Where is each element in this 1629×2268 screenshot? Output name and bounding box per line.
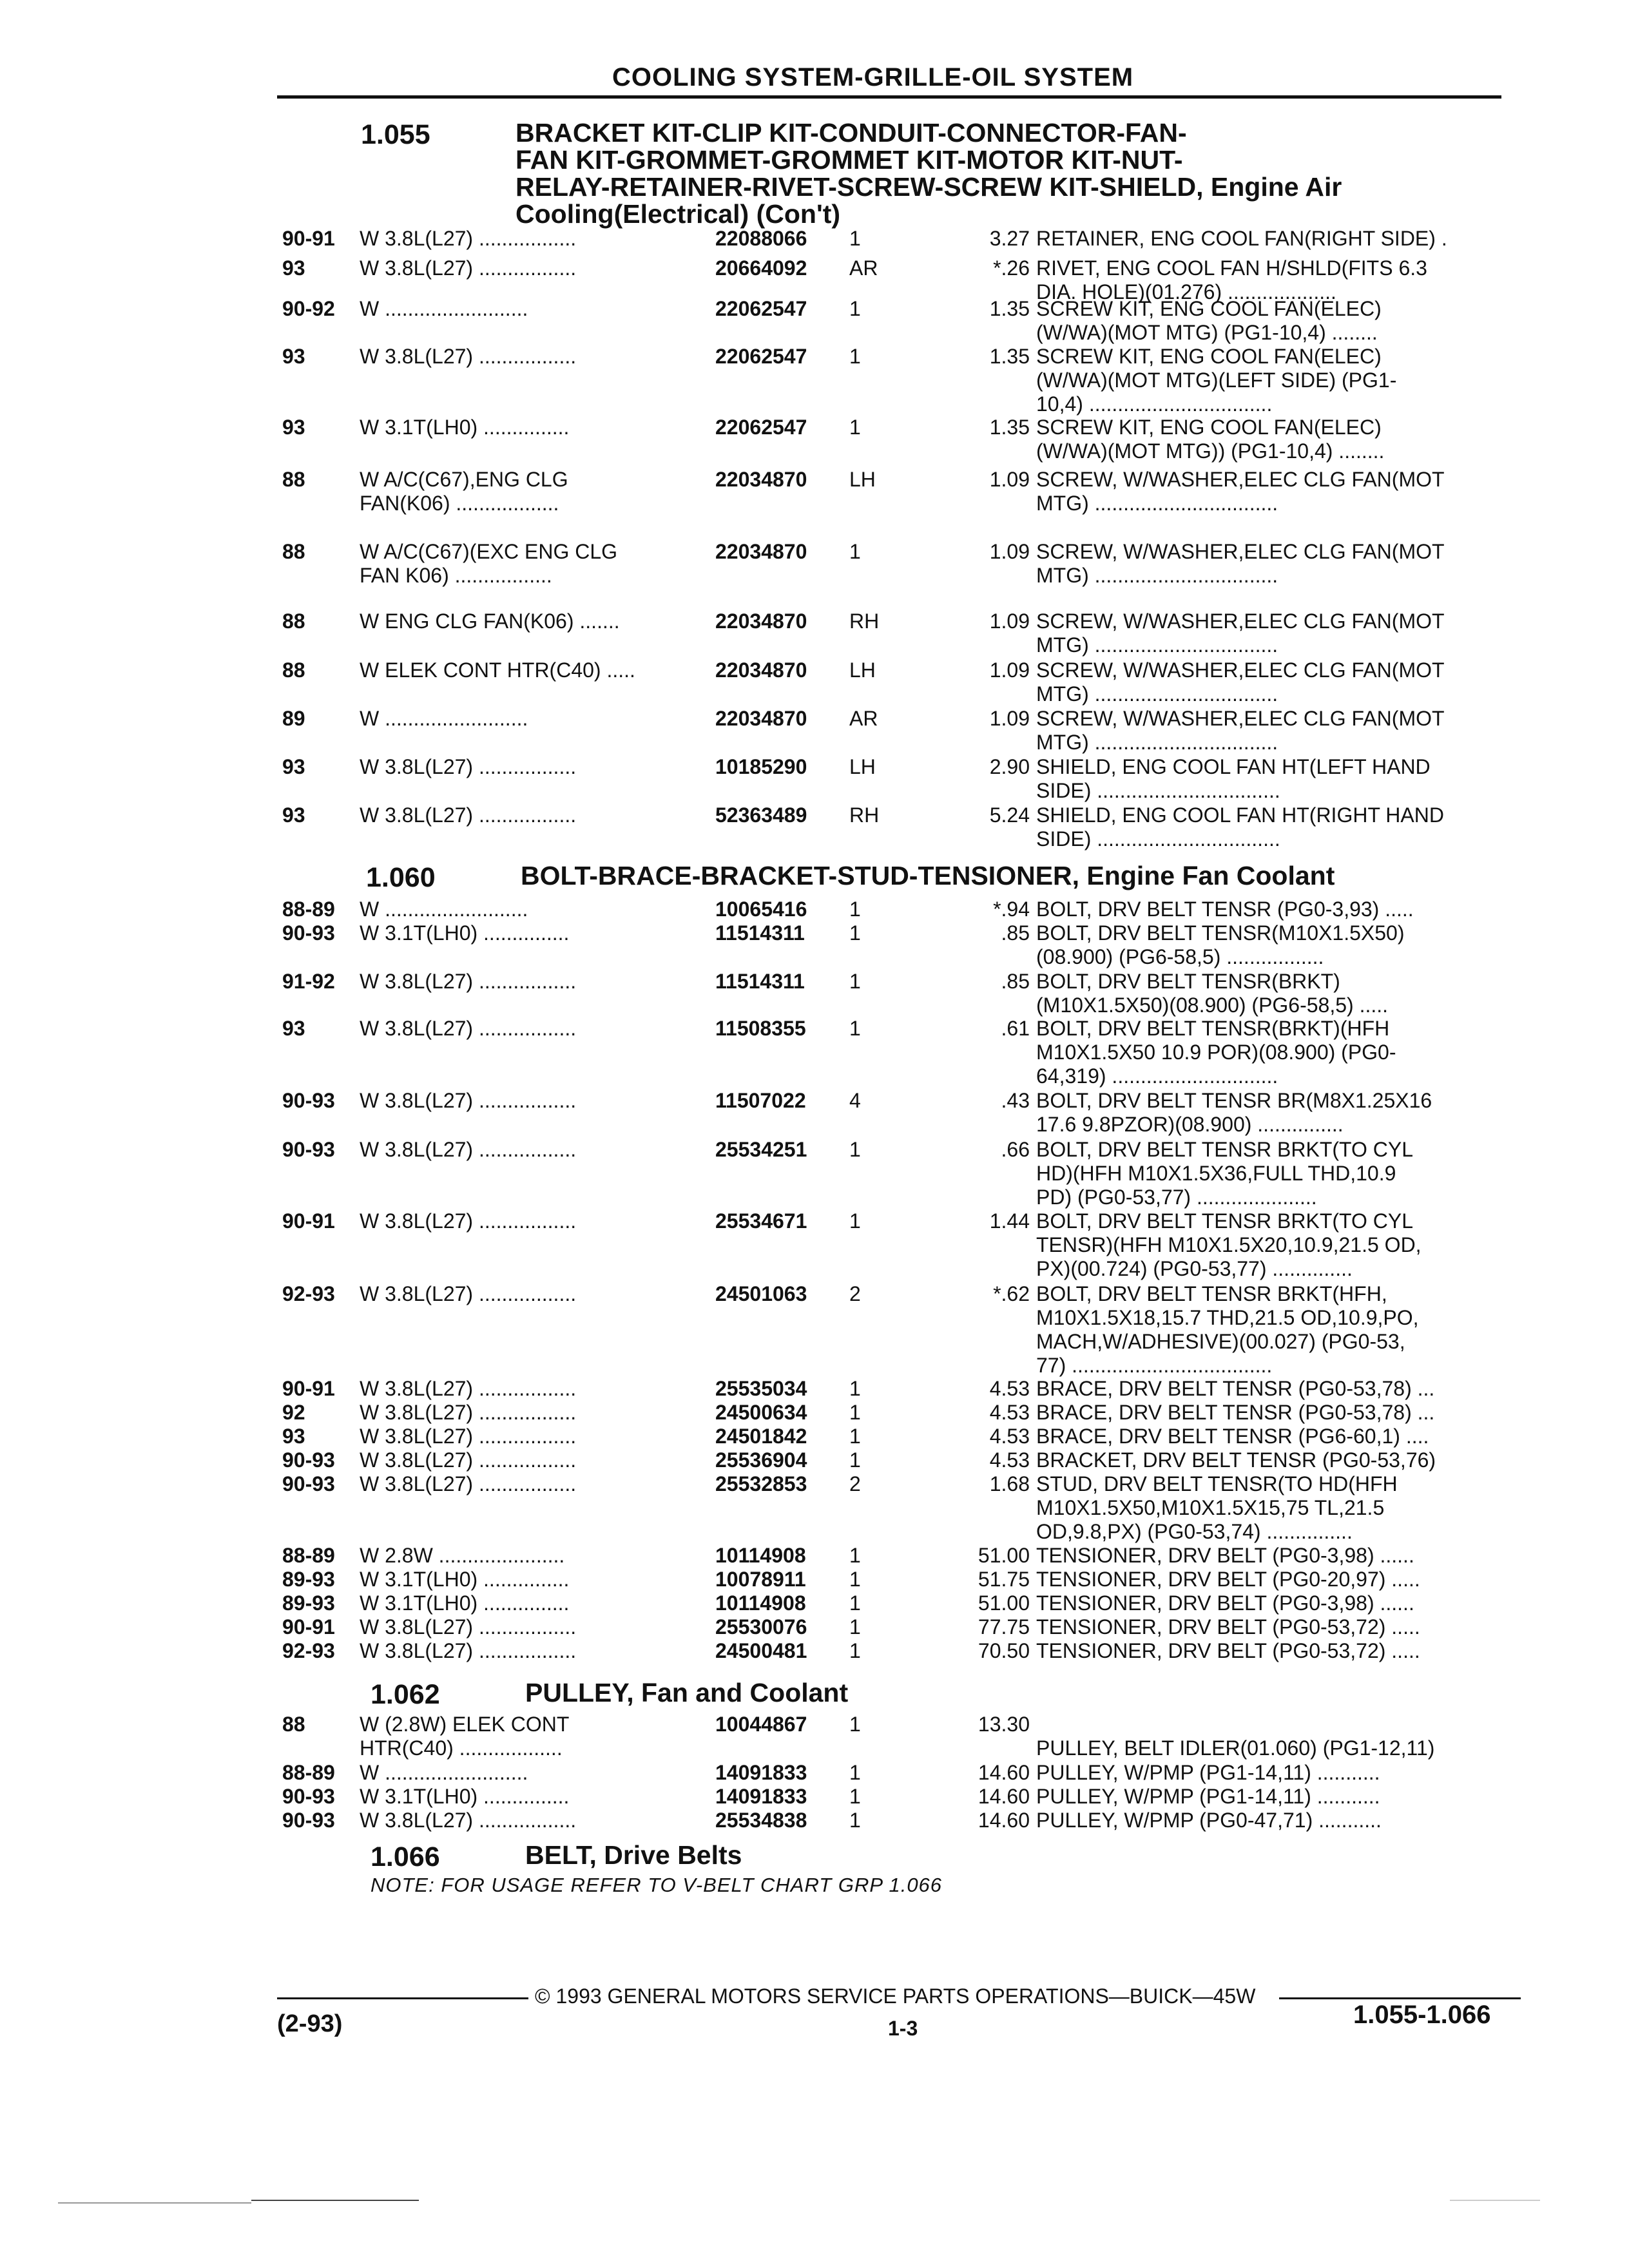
scan-speck bbox=[251, 2200, 419, 2201]
part-description: SHIELD, ENG COOL FAN HT(LEFT HAND SIDE) ................................ bbox=[1036, 755, 1431, 802]
model-years: 93 bbox=[282, 345, 305, 368]
part-description: BRACE, DRV BELT TENSR (PG0-53,78) ... bbox=[1036, 1377, 1435, 1400]
scan-speck bbox=[1450, 2200, 1540, 2201]
section-number: 1.066 bbox=[371, 1841, 440, 1872]
footer-group-range: 1.055-1.066 bbox=[1353, 2001, 1491, 2029]
part-number: 25535034 bbox=[715, 1377, 807, 1400]
running-header: COOLING SYSTEM-GRILLE-OIL SYSTEM bbox=[612, 63, 1134, 91]
quantity: AR bbox=[849, 707, 878, 730]
part-number: 25534671 bbox=[715, 1209, 807, 1233]
quantity: 1 bbox=[849, 1401, 861, 1424]
part-number: 24501063 bbox=[715, 1282, 807, 1305]
usage: W ELEK CONT HTR(C40) ..... bbox=[360, 658, 635, 682]
quantity: 1 bbox=[849, 921, 861, 945]
part-description: STUD, DRV BELT TENSR(TO HD(HFH M10X1.5X50,M10X1.5X15,75 TL,21.5 OD,9.8,PX) (PG0-53,74) ............... bbox=[1036, 1472, 1398, 1543]
quantity: 1 bbox=[849, 297, 861, 320]
page-number: 1-3 bbox=[888, 2017, 918, 2040]
section-title: BELT, Drive Belts bbox=[525, 1840, 742, 1870]
part-description: SHIELD, ENG COOL FAN HT(RIGHT HAND SIDE) ................................ bbox=[1036, 803, 1444, 850]
part-description: BRACE, DRV BELT TENSR (PG0-53,78) ... bbox=[1036, 1401, 1435, 1424]
usage: W ......................... bbox=[360, 707, 528, 730]
part-description: SCREW, W/WASHER,ELEC CLG FAN(MOT MTG) ................................ bbox=[1036, 540, 1445, 587]
model-years: 90-91 bbox=[282, 1377, 335, 1400]
model-years: 88-89 bbox=[282, 898, 335, 921]
price: *.62 bbox=[993, 1282, 1030, 1305]
part-number: 10185290 bbox=[715, 755, 807, 778]
model-years: 89 bbox=[282, 707, 305, 730]
part-description: TENSIONER, DRV BELT (PG0-53,72) ..... bbox=[1036, 1639, 1420, 1662]
price: 1.09 bbox=[989, 707, 1030, 730]
part-number: 11508355 bbox=[715, 1017, 806, 1040]
model-years: 90-93 bbox=[282, 1138, 335, 1161]
price: 1.35 bbox=[989, 416, 1030, 439]
section-number: 1.062 bbox=[371, 1679, 440, 1710]
price: 1.09 bbox=[989, 610, 1030, 633]
price: .85 bbox=[1001, 921, 1030, 945]
usage: W 3.1T(LH0) ............... bbox=[360, 1568, 570, 1591]
part-description: BRACKET, DRV BELT TENSR (PG0-53,76) bbox=[1036, 1448, 1436, 1472]
section-title: PULLEY, Fan and Coolant bbox=[525, 1678, 849, 1707]
model-years: 90-93 bbox=[282, 921, 335, 945]
part-number: 10078911 bbox=[715, 1568, 806, 1591]
quantity: 1 bbox=[849, 1615, 861, 1639]
part-description: TENSIONER, DRV BELT (PG0-53,72) ..... bbox=[1036, 1615, 1420, 1639]
quantity: 1 bbox=[849, 1448, 861, 1472]
part-number: 25534251 bbox=[715, 1138, 807, 1161]
price: 1.44 bbox=[989, 1209, 1030, 1233]
model-years: 93 bbox=[282, 803, 305, 827]
price: 1.35 bbox=[989, 297, 1030, 320]
quantity: 1 bbox=[849, 1639, 861, 1662]
quantity: 1 bbox=[849, 1209, 861, 1233]
usage: W 3.8L(L27) ................. bbox=[360, 1209, 577, 1233]
part-number: 25536904 bbox=[715, 1448, 807, 1472]
model-years: 90-91 bbox=[282, 1615, 335, 1639]
price: 5.24 bbox=[989, 803, 1030, 827]
part-number: 24500634 bbox=[715, 1401, 807, 1424]
header-rule bbox=[277, 95, 1501, 99]
part-description: BOLT, DRV BELT TENSR(BRKT)(HFH M10X1.5X50 10.9 POR)(08.900) (PG0- 64,319) ............................. bbox=[1036, 1017, 1396, 1088]
quantity: 2 bbox=[849, 1282, 861, 1305]
part-number: 14091833 bbox=[715, 1761, 807, 1784]
model-years: 91-92 bbox=[282, 970, 335, 993]
part-number: 22062547 bbox=[715, 416, 807, 439]
model-years: 89-93 bbox=[282, 1568, 335, 1591]
usage: W 3.8L(L27) ................. bbox=[360, 345, 577, 368]
part-description: RIVET, ENG COOL FAN H/SHLD(FITS 6.3 DIA. HOLE)(01.276) ................... bbox=[1036, 256, 1427, 303]
usage: W 2.8W ...................... bbox=[360, 1544, 565, 1567]
usage: W 3.8L(L27) ................. bbox=[360, 1809, 577, 1832]
part-number: 22034870 bbox=[715, 468, 807, 491]
model-years: 90-93 bbox=[282, 1809, 335, 1832]
section-title: BOLT-BRACE-BRACKET-STUD-TENSIONER, Engine Fan Coolant bbox=[521, 861, 1335, 890]
usage: W ENG CLG FAN(K06) ....... bbox=[360, 610, 620, 633]
footer-rule-right bbox=[1279, 1997, 1521, 1999]
part-description: SCREW, W/WASHER,ELEC CLG FAN(MOT MTG) ................................ bbox=[1036, 468, 1445, 515]
model-years: 93 bbox=[282, 416, 305, 439]
usage: W 3.1T(LH0) ............... bbox=[360, 1785, 570, 1808]
part-description: RETAINER, ENG COOL FAN(RIGHT SIDE) . bbox=[1036, 227, 1447, 250]
part-number: 24501842 bbox=[715, 1425, 807, 1448]
quantity: 1 bbox=[849, 1568, 861, 1591]
price: 70.50 bbox=[978, 1639, 1030, 1662]
part-number: 10114908 bbox=[715, 1544, 806, 1567]
footer-rule-left bbox=[277, 1997, 528, 1999]
part-number: 11514311 bbox=[715, 921, 805, 945]
part-number: 20664092 bbox=[715, 256, 807, 280]
quantity: 1 bbox=[849, 1591, 861, 1615]
price: 3.27 bbox=[989, 227, 1030, 250]
model-years: 89-93 bbox=[282, 1591, 335, 1615]
model-years: 90-93 bbox=[282, 1785, 335, 1808]
part-description: TENSIONER, DRV BELT (PG0-20,97) ..... bbox=[1036, 1568, 1420, 1591]
quantity: LH bbox=[849, 468, 876, 491]
price: 4.53 bbox=[989, 1377, 1030, 1400]
quantity: 1 bbox=[849, 540, 861, 563]
part-number: 10065416 bbox=[715, 898, 807, 921]
section-title: BRACKET KIT-CLIP KIT-CONDUIT-CONNECTOR-FAN- FAN KIT-GROMMET-GROMMET KIT-MOTOR KIT-NUT- RELAY-RETAINER-RIVET-SCREW-SCREW KIT-SHIELD, Engine Air Cooling(Electrical) (Con't) bbox=[516, 118, 1342, 229]
model-years: 92 bbox=[282, 1401, 305, 1424]
price: .66 bbox=[1001, 1138, 1030, 1161]
quantity: 1 bbox=[849, 1425, 861, 1448]
price: .43 bbox=[1001, 1089, 1030, 1112]
usage: W 3.8L(L27) ................. bbox=[360, 1401, 577, 1424]
quantity: 1 bbox=[849, 1785, 861, 1808]
price: 2.90 bbox=[989, 755, 1030, 778]
model-years: 92-93 bbox=[282, 1639, 335, 1662]
model-years: 88 bbox=[282, 658, 305, 682]
usage: W 3.8L(L27) ................. bbox=[360, 1138, 577, 1161]
part-number: 10114908 bbox=[715, 1591, 806, 1615]
model-years: 92-93 bbox=[282, 1282, 335, 1305]
part-number: 52363489 bbox=[715, 803, 807, 827]
model-years: 93 bbox=[282, 1017, 305, 1040]
usage: W A/C(C67),ENG CLG FAN(K06) .................. bbox=[360, 468, 568, 515]
part-description: BOLT, DRV BELT TENSR (PG0-3,93) ..... bbox=[1036, 898, 1414, 921]
usage: W 3.1T(LH0) ............... bbox=[360, 921, 570, 945]
part-description: PULLEY, W/PMP (PG1-14,11) ........... bbox=[1036, 1761, 1380, 1784]
usage: W ......................... bbox=[360, 1761, 528, 1784]
quantity: AR bbox=[849, 256, 878, 280]
usage: W 3.8L(L27) ................. bbox=[360, 803, 577, 827]
part-number: 22034870 bbox=[715, 610, 807, 633]
model-years: 93 bbox=[282, 1425, 305, 1448]
model-years: 90-93 bbox=[282, 1448, 335, 1472]
model-years: 88 bbox=[282, 468, 305, 491]
usage: W 3.8L(L27) ................. bbox=[360, 1448, 577, 1472]
part-number: 25532853 bbox=[715, 1472, 807, 1495]
section-number: 1.055 bbox=[361, 119, 430, 150]
part-description: SCREW KIT, ENG COOL FAN(ELEC) (W/WA)(MOT MTG)(LEFT SIDE) (PG1- 10,4) ................................ bbox=[1036, 345, 1397, 416]
part-description: BOLT, DRV BELT TENSR(BRKT) (M10X1.5X50)(08.900) (PG6-58,5) ..... bbox=[1036, 970, 1389, 1017]
price: 1.09 bbox=[989, 468, 1030, 491]
quantity: 4 bbox=[849, 1089, 861, 1112]
usage: W 3.8L(L27) ................. bbox=[360, 1639, 577, 1662]
part-description: SCREW KIT, ENG COOL FAN(ELEC) (W/WA)(MOT MTG)) (PG1-10,4) ........ bbox=[1036, 416, 1385, 463]
quantity: 1 bbox=[849, 1017, 861, 1040]
quantity: RH bbox=[849, 803, 880, 827]
price: 1.09 bbox=[989, 540, 1030, 563]
model-years: 88 bbox=[282, 1713, 305, 1736]
part-description: BOLT, DRV BELT TENSR BRKT(HFH, M10X1.5X18,15.7 THD,21.5 OD,10.9,PO, MACH,W/ADHESIVE)(00.027) (PG0-53, 77) ................................... bbox=[1036, 1282, 1419, 1377]
model-years: 90-93 bbox=[282, 1472, 335, 1495]
price: 77.75 bbox=[978, 1615, 1030, 1639]
part-description: SCREW, W/WASHER,ELEC CLG FAN(MOT MTG) ................................ bbox=[1036, 658, 1445, 706]
part-number: 14091833 bbox=[715, 1785, 807, 1808]
part-description: TENSIONER, DRV BELT (PG0-3,98) ...... bbox=[1036, 1544, 1414, 1567]
part-number: 24500481 bbox=[715, 1639, 807, 1662]
part-description: BOLT, DRV BELT TENSR(M10X1.5X50) (08.900) (PG6-58,5) ................. bbox=[1036, 921, 1405, 968]
part-number: 22062547 bbox=[715, 297, 807, 320]
quantity: 1 bbox=[849, 227, 861, 250]
usage: W 3.8L(L27) ................. bbox=[360, 1615, 577, 1639]
part-description: PULLEY, BELT IDLER(01.060) (PG1-12,11) bbox=[1036, 1736, 1435, 1760]
model-years: 90-91 bbox=[282, 1209, 335, 1233]
usage: W 3.1T(LH0) ............... bbox=[360, 1591, 570, 1615]
footer-date: (2-93) bbox=[277, 2010, 343, 2037]
section-number: 1.060 bbox=[366, 862, 436, 893]
part-number: 22034870 bbox=[715, 658, 807, 682]
price: 4.53 bbox=[989, 1425, 1030, 1448]
quantity: 1 bbox=[849, 898, 861, 921]
part-description: BOLT, DRV BELT TENSR BRKT(TO CYL HD)(HFH M10X1.5X36,FULL THD,10.9 PD) (PG0-53,77) ..................... bbox=[1036, 1138, 1414, 1209]
quantity: 1 bbox=[849, 1713, 861, 1736]
part-description: BOLT, DRV BELT TENSR BR(M8X1.25X16 17.6 9.8PZOR)(08.900) ............... bbox=[1036, 1089, 1432, 1136]
usage: W ......................... bbox=[360, 297, 528, 320]
price: 14.60 bbox=[978, 1761, 1030, 1784]
usage: W 3.8L(L27) ................. bbox=[360, 1377, 577, 1400]
quantity: 1 bbox=[849, 1544, 861, 1567]
usage: W 3.8L(L27) ................. bbox=[360, 755, 577, 778]
part-number: 22062547 bbox=[715, 345, 807, 368]
part-description: BOLT, DRV BELT TENSR BRKT(TO CYL TENSR)(HFH M10X1.5X20,10.9,21.5 OD, PX)(00.724) (PG0-53,77) .............. bbox=[1036, 1209, 1422, 1280]
part-number: 22034870 bbox=[715, 707, 807, 730]
quantity: 1 bbox=[849, 970, 861, 993]
part-number: 22034870 bbox=[715, 540, 807, 563]
model-years: 88 bbox=[282, 610, 305, 633]
price: 4.53 bbox=[989, 1448, 1030, 1472]
price: 51.75 bbox=[978, 1568, 1030, 1591]
price: 1.68 bbox=[989, 1472, 1030, 1495]
usage: W (2.8W) ELEK CONT HTR(C40) .................. bbox=[360, 1713, 570, 1760]
part-description: SCREW KIT, ENG COOL FAN(ELEC) (W/WA)(MOT MTG) (PG1-10,4) ........ bbox=[1036, 297, 1382, 344]
price: 4.53 bbox=[989, 1401, 1030, 1424]
part-description: SCREW, W/WASHER,ELEC CLG FAN(MOT MTG) ................................ bbox=[1036, 707, 1445, 754]
part-description: TENSIONER, DRV BELT (PG0-3,98) ...... bbox=[1036, 1591, 1414, 1615]
model-years: 90-91 bbox=[282, 227, 335, 250]
part-description: PULLEY, W/PMP (PG0-47,71) ........... bbox=[1036, 1809, 1382, 1832]
usage: W 3.8L(L27) ................. bbox=[360, 256, 577, 280]
quantity: LH bbox=[849, 658, 876, 682]
usage: W 3.1T(LH0) ............... bbox=[360, 416, 570, 439]
model-years: 90-93 bbox=[282, 1089, 335, 1112]
price: *.26 bbox=[993, 256, 1030, 280]
part-number: 25530076 bbox=[715, 1615, 807, 1639]
part-description: PULLEY, W/PMP (PG1-14,11) ........... bbox=[1036, 1785, 1380, 1808]
price: 1.09 bbox=[989, 658, 1030, 682]
part-description: SCREW, W/WASHER,ELEC CLG FAN(MOT MTG) ................................ bbox=[1036, 610, 1445, 657]
model-years: 88-89 bbox=[282, 1544, 335, 1567]
price: 51.00 bbox=[978, 1591, 1030, 1615]
usage: W 3.8L(L27) ................. bbox=[360, 1282, 577, 1305]
part-number: 10044867 bbox=[715, 1713, 807, 1736]
quantity: 1 bbox=[849, 1809, 861, 1832]
price: *.94 bbox=[993, 898, 1030, 921]
model-years: 90-92 bbox=[282, 297, 335, 320]
quantity: RH bbox=[849, 610, 880, 633]
model-years: 88-89 bbox=[282, 1761, 335, 1784]
part-number: 25534838 bbox=[715, 1809, 807, 1832]
quantity: 1 bbox=[849, 345, 861, 368]
quantity: 1 bbox=[849, 416, 861, 439]
usage: W 3.8L(L27) ................. bbox=[360, 1472, 577, 1495]
price: 14.60 bbox=[978, 1785, 1030, 1808]
copyright-line: © 1993 GENERAL MOTORS SERVICE PARTS OPERATIONS—BUICK—45W bbox=[535, 1984, 1256, 2008]
usage: W 3.8L(L27) ................. bbox=[360, 227, 577, 250]
usage: W 3.8L(L27) ................. bbox=[360, 1017, 577, 1040]
part-number: 11507022 bbox=[715, 1089, 806, 1112]
price: .61 bbox=[1001, 1017, 1030, 1040]
model-years: 88 bbox=[282, 540, 305, 563]
usage-note: NOTE: FOR USAGE REFER TO V-BELT CHART GRP 1.066 bbox=[371, 1874, 943, 1896]
price: 14.60 bbox=[978, 1809, 1030, 1832]
model-years: 93 bbox=[282, 755, 305, 778]
quantity: 1 bbox=[849, 1138, 861, 1161]
price: 13.30 bbox=[978, 1713, 1030, 1736]
quantity: LH bbox=[849, 755, 876, 778]
part-description: BRACE, DRV BELT TENSR (PG6-60,1) .... bbox=[1036, 1425, 1429, 1448]
scan-speck bbox=[58, 2202, 251, 2204]
price: 1.35 bbox=[989, 345, 1030, 368]
model-years: 93 bbox=[282, 256, 305, 280]
quantity: 1 bbox=[849, 1761, 861, 1784]
usage: W A/C(C67)(EXC ENG CLG FAN K06) ................. bbox=[360, 540, 618, 587]
price: .85 bbox=[1001, 970, 1030, 993]
usage: W ......................... bbox=[360, 898, 528, 921]
quantity: 2 bbox=[849, 1472, 861, 1495]
part-number: 11514311 bbox=[715, 970, 805, 993]
quantity: 1 bbox=[849, 1377, 861, 1400]
usage: W 3.8L(L27) ................. bbox=[360, 970, 577, 993]
usage: W 3.8L(L27) ................. bbox=[360, 1089, 577, 1112]
usage: W 3.8L(L27) ................. bbox=[360, 1425, 577, 1448]
part-number: 22088066 bbox=[715, 227, 807, 250]
price: 51.00 bbox=[978, 1544, 1030, 1567]
